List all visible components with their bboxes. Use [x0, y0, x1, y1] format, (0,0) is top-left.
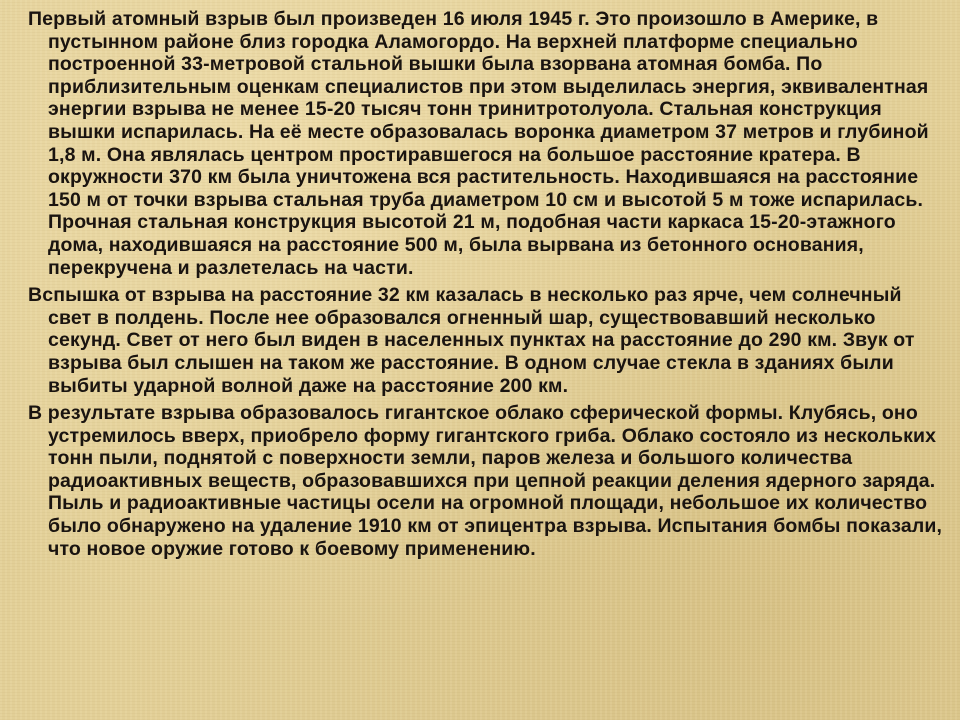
paragraph-mushroom-cloud: В результате взрыва образовалось гигантское облако сферической формы. Клубясь, оно устремилось вверх, приобрело форму гигантского гриба. Облако состояло из нескольких тонн пыли, поднятой с поверхности земли, паров железа и большого количества радиоактивных веществ, образовавшихся при цепной реакции деления ядерного заряда. Пыль и радиоактивные частицы осели на огромной площади, небольшое их количество было обнаружено на удаление 1910 км от эпицентра взрыва. Испытания бомбы показали, что новое оружие готово к боевому применению. [28, 402, 943, 560]
slide-body [20, 8, 948, 712]
paragraph-first-explosion: Первый атомный взрыв был произведен 16 июля 1945 г. Это произошло в Америке, в пустынном районе близ городка Аламогордо. На верхней платформе специально построенной 33-метровой стальной вышки была взорвана атомная бомба. По приблизительным оценкам специалистов при этом выделилась энергия, эквивалентная энергии взрыва не менее 15-20 тысяч тонн тринитротолуола. Стальная конструкция вышки испарилась. На её месте образовалась воронка диаметром 37 метров и глубиной 1,8 м. Она являлась центром простиравшегося на большое расстояние кратера. В окружности 370 км была уничтожена вся растительность. Находившаяся на расстояние 150 м от точки взрыва стальная труба диаметром 10 см и высотой 5 м тоже испарилась. Прочная стальная конструкция высотой 21 м, подобная части каркаса 15-20-этажного дома, находившаяся на расстояние 500 м, была вырвана из бетонного основания, перекручена и разлетелась на части. [28, 8, 929, 279]
paragraph-flash: Вспышка от взрыва на расстояние 32 км казалась в несколько раз ярче, чем солнечный свет в полдень. После нее образовался огненный шар, существовавший несколько секунд. Свет от него был виден в населенных пунктах на расстояние до 290 км. Звук от взрыва был слышен на таком же расстояние. В одном случае стекла в зданиях были выбиты ударной волной даже на расстояние 200 км. [28, 284, 915, 397]
